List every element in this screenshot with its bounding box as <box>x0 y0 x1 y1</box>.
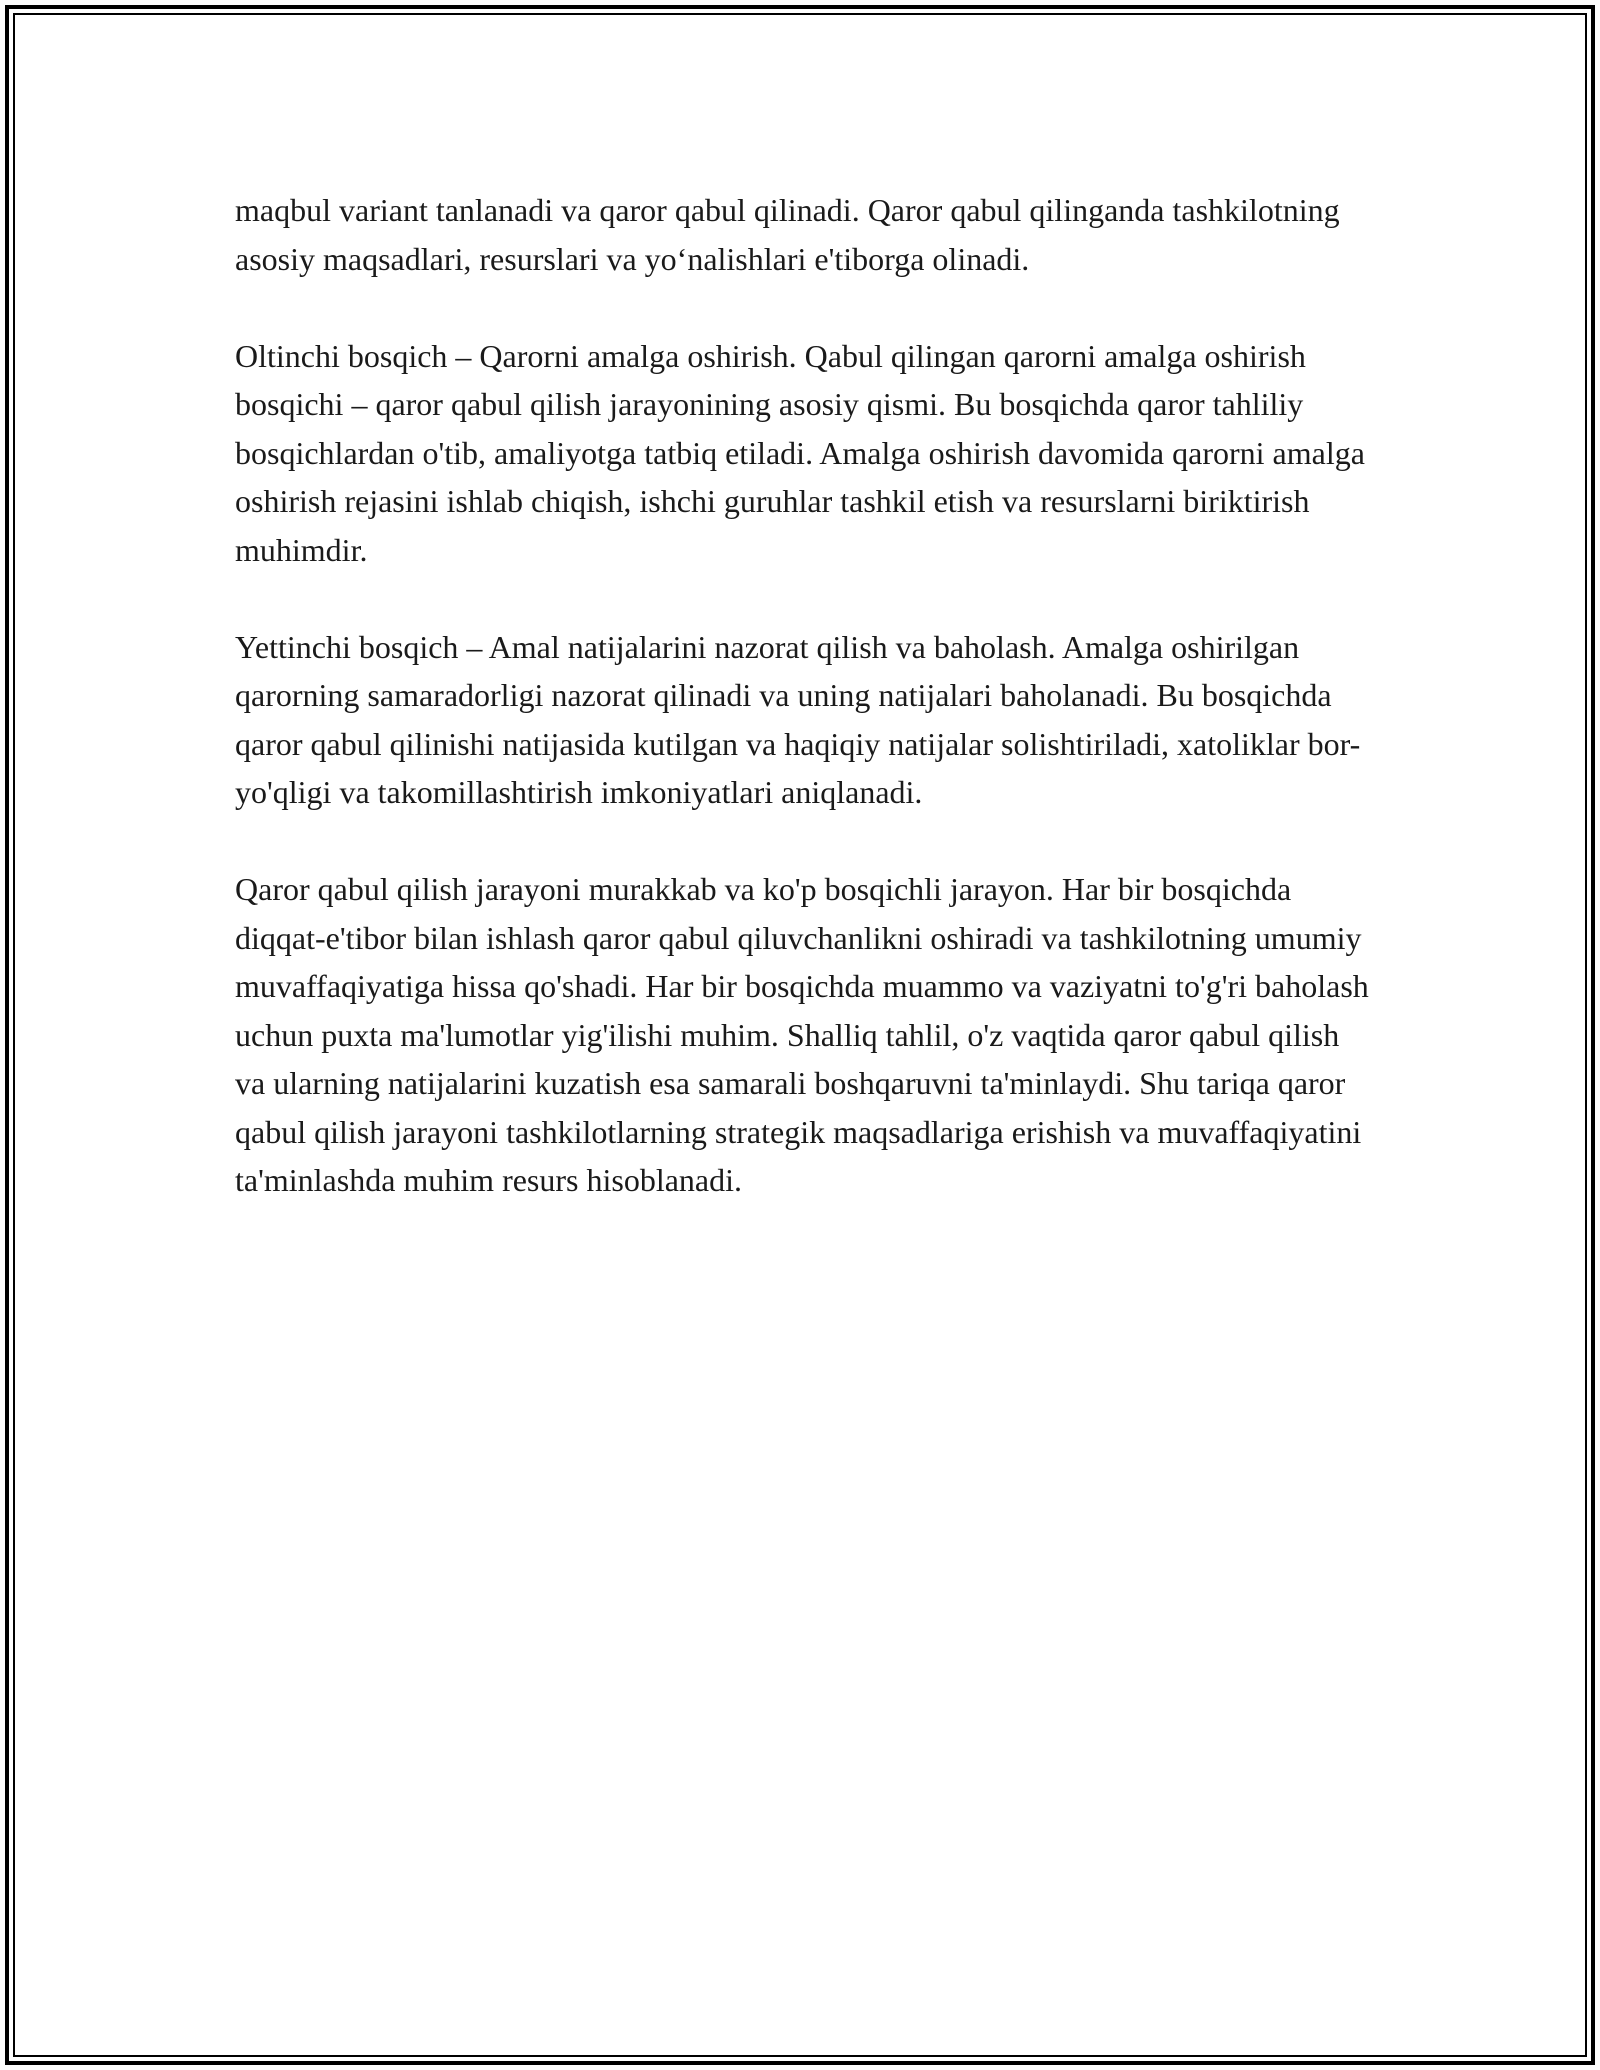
paragraph-stage-six: Oltinchi bosqich – Qarorni amalga oshirish. Qabul qilingan qarorni amalga oshirish bosqichi – qaror qabul qilish jarayonining asosiy qismi. Bu bosqichda qaror tahliliy bosqichlardan o'tib, amaliyotga tatbiq etiladi. Amalga oshirish davomida qarorni amalga oshirish rejasini ishlab chiqish, ishchi guruhlar tashkil etish va resurslarni biriktirish muhimdir. <box>235 337 1365 568</box>
paragraph-conclusion: Qaror qabul qilish jarayoni murakkab va ko'p bosqichli jarayon. Har bir bosqichda diqqat-e'tibor bilan ishlash qaror qabul qiluvchanlikni oshiradi va tashkilotning umumiy muvaffaqiyatiga hissa qo'shadi. Har bir bosqichda muammo va vaziyatni to'g'ri baholash uchun puxta ma'lumotlar yig'ilishi muhim. Shalliq tahlil, o'z vaqtida qaror qabul qilish va ularning natijalarini kuzatish esa samarali boshqaruvni ta'minlaydi. Shu tariqa qaror qabul qilish jarayoni tashkilotlarning strategik maqsadlariga erishish va muvaffaqiyatini ta'minlashda muhim resurs hisoblanadi. <box>235 871 1369 1198</box>
paragraph-stage-seven: Yettinchi bosqich – Amal natijalarini nazorat qilish va baholash. Amalga oshirilgan qarorning samaradorligi nazorat qilinadi va uning natijalari baholanadi. Bu bosqichda qaror qabul qilinishi natijasida kutilgan va haqiqiy natijalar solishtiriladi, xatoliklar bor-yo'qligi va takomillashtirish imkoniyatlari aniqlanadi. <box>235 628 1361 810</box>
document-body <box>235 186 1375 1205</box>
paragraph-decision-selection: maqbul variant tanlanadi va qaror qabul qilinadi. Qaror qabul qilinganda tashkilotning asosiy maqsadlari, resurslari va yo‘nalishlari e'tiborga olinadi. <box>235 192 1340 277</box>
